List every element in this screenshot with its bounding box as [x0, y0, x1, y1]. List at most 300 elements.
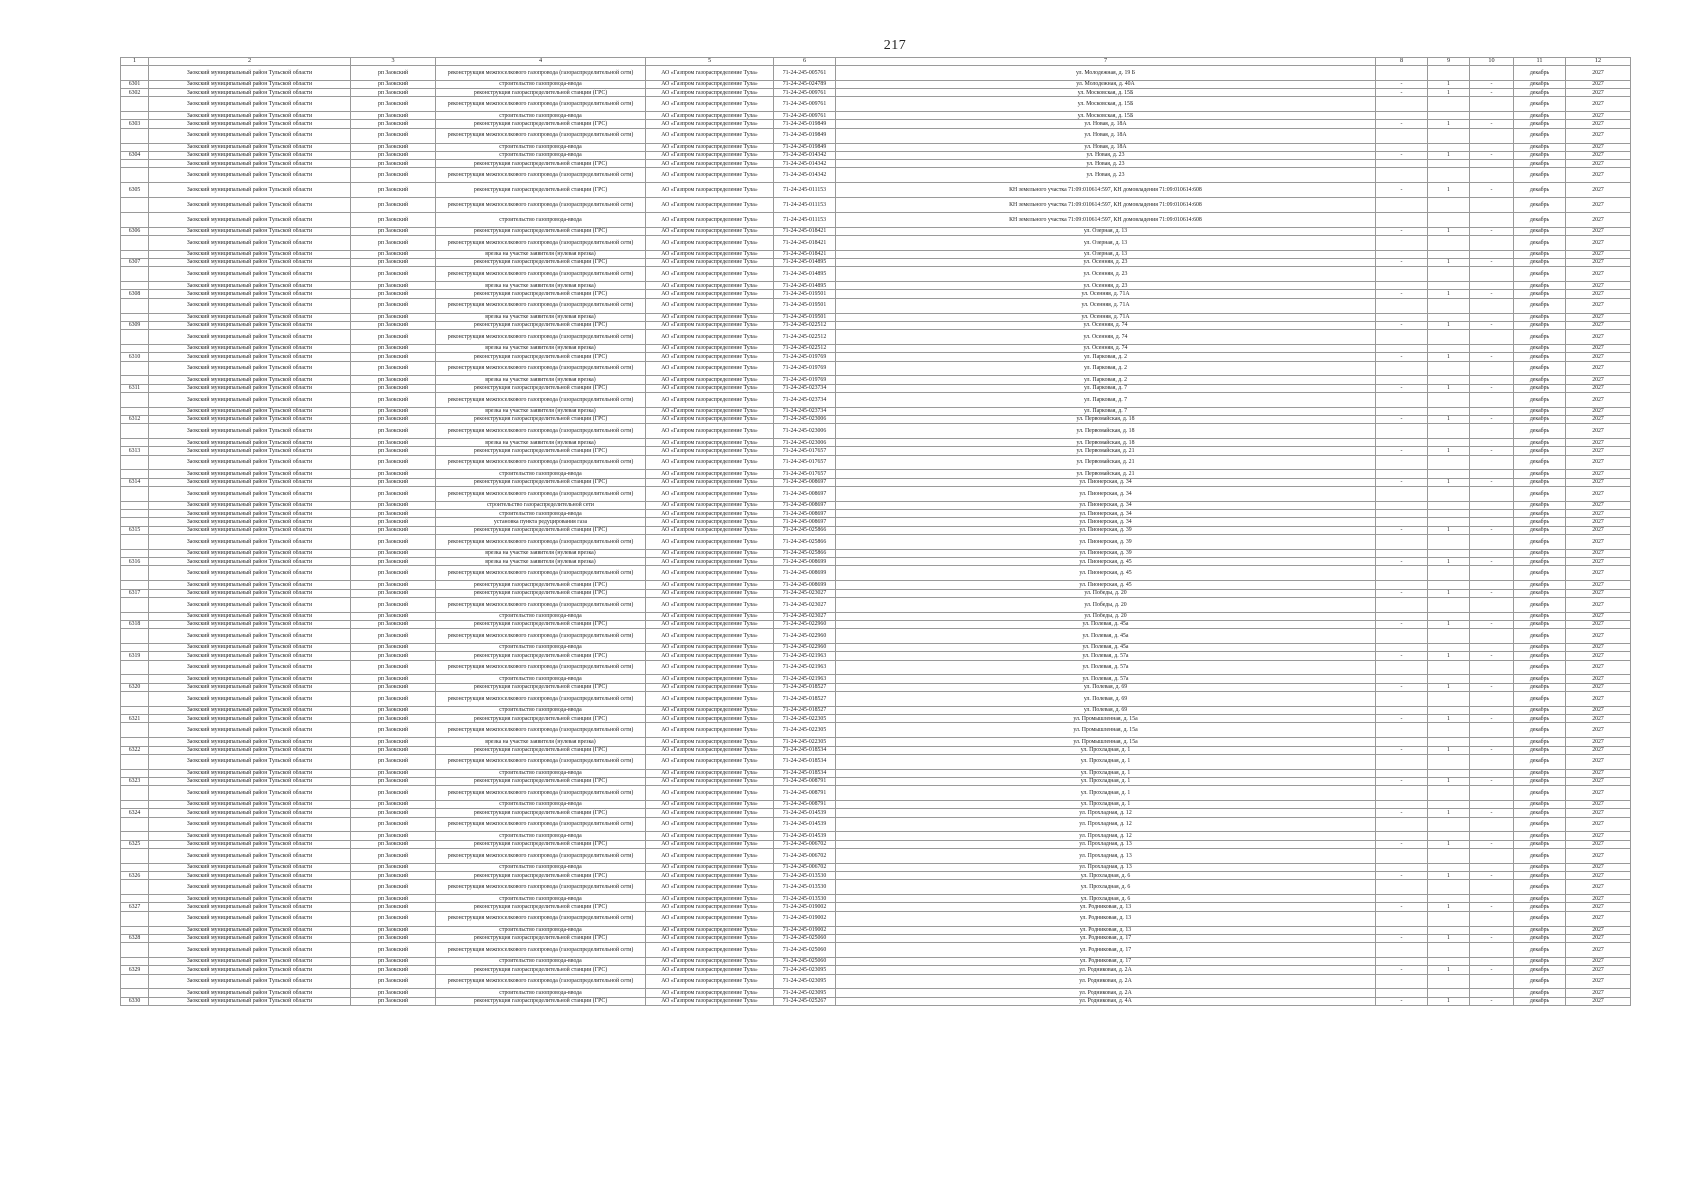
column-9-cell: [1428, 754, 1470, 769]
year-cell: 2027: [1566, 558, 1631, 566]
settlement-cell: рп Заокский: [351, 754, 436, 769]
code-cell: 71-24-245-025267: [774, 997, 836, 1005]
organization-cell: АО «Газпром газораспределение Тула»: [646, 198, 774, 213]
column-9-cell: 1: [1428, 227, 1470, 235]
code-cell: 71-24-245-019501: [774, 298, 836, 313]
column-9-cell: [1428, 160, 1470, 168]
table-row: [121, 706, 1631, 714]
settlement-cell: рп Заокский: [351, 943, 436, 958]
month-cell: декабрь: [1514, 353, 1566, 361]
column-8-cell: [1376, 535, 1428, 550]
column-8-cell: [1376, 848, 1428, 863]
column-10-cell: -: [1470, 872, 1514, 880]
settlement-cell: рп Заокский: [351, 880, 436, 895]
organization-cell: АО «Газпром газораспределение Тула»: [646, 863, 774, 871]
organization-cell: АО «Газпром газораспределение Тула»: [646, 911, 774, 926]
address-cell: ул. Родниковая, д. 17: [836, 943, 1376, 958]
column-8-cell: -: [1376, 120, 1428, 128]
address-cell: ул. Прохладная, д. 6: [836, 895, 1376, 903]
settlement-cell: рп Заокский: [351, 769, 436, 777]
year-cell: 2027: [1566, 478, 1631, 486]
work-type-cell: врезка на участке заявителя (нулевая врезка): [436, 282, 646, 290]
organization-cell: АО «Газпром газораспределение Тула»: [646, 128, 774, 143]
code-cell: 71-24-245-019849: [774, 143, 836, 151]
month-cell: декабрь: [1514, 128, 1566, 143]
settlement-cell: рп Заокский: [351, 227, 436, 235]
table-row: [121, 800, 1631, 808]
address-cell: ул. Победы, д. 20: [836, 612, 1376, 620]
table-body: [121, 66, 1631, 1006]
column-10-cell: -: [1470, 120, 1514, 128]
row-number-cell: 6316: [121, 558, 149, 566]
column-9-cell: [1428, 487, 1470, 502]
address-cell: ул. Первомайская, д. 21: [836, 470, 1376, 478]
month-cell: декабрь: [1514, 470, 1566, 478]
organization-cell: АО «Газпром газораспределение Тула»: [646, 943, 774, 958]
address-cell: ул. Новая, д. 23: [836, 168, 1376, 183]
settlement-cell: рп Заокский: [351, 800, 436, 808]
code-cell: 71-24-245-008697: [774, 501, 836, 509]
column-10-cell: [1470, 143, 1514, 151]
month-cell: декабрь: [1514, 518, 1566, 526]
col-header-4: 4: [436, 58, 646, 66]
district-cell: Заокский муниципальный район Тульской области: [149, 313, 351, 321]
column-8-cell: [1376, 160, 1428, 168]
column-8-cell: [1376, 738, 1428, 746]
year-cell: 2027: [1566, 455, 1631, 470]
district-cell: Заокский муниципальный район Тульской области: [149, 715, 351, 723]
district-cell: Заокский муниципальный район Тульской области: [149, 723, 351, 738]
settlement-cell: рп Заокский: [351, 353, 436, 361]
address-cell: ул. Полевая, д. 45а: [836, 629, 1376, 644]
month-cell: декабрь: [1514, 168, 1566, 183]
address-cell: ул. Пионерская, д. 34: [836, 487, 1376, 502]
district-cell: Заокский муниципальный район Тульской области: [149, 97, 351, 112]
month-cell: декабрь: [1514, 683, 1566, 691]
year-cell: 2027: [1566, 675, 1631, 683]
month-cell: декабрь: [1514, 840, 1566, 848]
month-cell: декабрь: [1514, 407, 1566, 415]
column-10-cell: -: [1470, 620, 1514, 628]
column-8-cell: [1376, 282, 1428, 290]
organization-cell: АО «Газпром газораспределение Тула»: [646, 817, 774, 832]
table-row: [121, 66, 1631, 81]
district-cell: Заокский муниципальный район Тульской области: [149, 943, 351, 958]
address-cell: ул. Прохладная, д. 12: [836, 832, 1376, 840]
col-header-2: 2: [149, 58, 351, 66]
column-10-cell: [1470, 344, 1514, 352]
code-cell: 71-24-245-014539: [774, 809, 836, 817]
column-9-cell: [1428, 470, 1470, 478]
district-cell: Заокский муниципальный район Тульской области: [149, 612, 351, 620]
column-9-cell: [1428, 644, 1470, 652]
year-cell: 2027: [1566, 344, 1631, 352]
row-number-cell: [121, 298, 149, 313]
column-9-cell: 1: [1428, 589, 1470, 597]
work-type-cell: реконструкция межпоселкового газопровода (газораспределительной сети): [436, 298, 646, 313]
year-cell: 2027: [1566, 644, 1631, 652]
settlement-cell: рп Заокский: [351, 612, 436, 620]
address-cell: ул. Прохладная, д. 6: [836, 880, 1376, 895]
work-type-cell: реконструкция газораспределительной станции (ГРС): [436, 183, 646, 198]
column-8-cell: [1376, 911, 1428, 926]
column-9-cell: [1428, 863, 1470, 871]
settlement-cell: рп Заокский: [351, 455, 436, 470]
row-number-cell: 6313: [121, 447, 149, 455]
district-cell: Заокский муниципальный район Тульской области: [149, 966, 351, 974]
month-cell: декабрь: [1514, 89, 1566, 97]
address-cell: ул. Полевая, д. 45а: [836, 644, 1376, 652]
organization-cell: АО «Газпром газораспределение Тула»: [646, 558, 774, 566]
column-9-cell: 1: [1428, 558, 1470, 566]
row-number-cell: [121, 800, 149, 808]
column-10-cell: [1470, 439, 1514, 447]
address-cell: ул. Первомайская, д. 18: [836, 424, 1376, 439]
address-cell: ул. Осенняя, д. 23: [836, 282, 1376, 290]
work-type-cell: реконструкция газораспределительной станции (ГРС): [436, 934, 646, 942]
table-row: [121, 549, 1631, 557]
column-10-cell: [1470, 407, 1514, 415]
table-row: [121, 97, 1631, 112]
code-cell: 71-24-245-008697: [774, 518, 836, 526]
work-type-cell: реконструкция межпоселкового газопровода (газораспределительной сети): [436, 267, 646, 282]
column-8-cell: [1376, 487, 1428, 502]
row-number-cell: 6308: [121, 290, 149, 298]
code-cell: 71-24-245-008699: [774, 566, 836, 581]
col-header-7: 7: [836, 58, 1376, 66]
work-type-cell: реконструкция газораспределительной станции (ГРС): [436, 589, 646, 597]
table-row: [121, 558, 1631, 566]
year-cell: 2027: [1566, 589, 1631, 597]
month-cell: декабрь: [1514, 863, 1566, 871]
settlement-cell: рп Заокский: [351, 589, 436, 597]
col-header-8: 8: [1376, 58, 1428, 66]
year-cell: 2027: [1566, 212, 1631, 227]
row-number-cell: [121, 786, 149, 801]
district-cell: Заокский муниципальный район Тульской области: [149, 212, 351, 227]
code-cell: 71-24-245-009761: [774, 89, 836, 97]
column-8-cell: -: [1376, 384, 1428, 392]
page-number: 217: [883, 38, 907, 53]
organization-cell: АО «Газпром газораспределение Тула»: [646, 470, 774, 478]
month-cell: декабрь: [1514, 957, 1566, 965]
year-cell: 2027: [1566, 66, 1631, 81]
address-cell: ул. Осенняя, д. 71А: [836, 298, 1376, 313]
address-cell: ул. Полевая, д. 69: [836, 692, 1376, 707]
column-8-cell: -: [1376, 872, 1428, 880]
district-cell: Заокский муниципальный район Тульской области: [149, 250, 351, 258]
table-row: [121, 455, 1631, 470]
column-9-cell: 1: [1428, 259, 1470, 267]
column-8-cell: -: [1376, 321, 1428, 329]
row-number-cell: [121, 376, 149, 384]
work-type-cell: строительство газопровода-ввода: [436, 989, 646, 997]
column-9-cell: [1428, 629, 1470, 644]
col-header-11: 11: [1514, 58, 1566, 66]
year-cell: 2027: [1566, 89, 1631, 97]
district-cell: Заокский муниципальный район Тульской области: [149, 769, 351, 777]
table-row: [121, 282, 1631, 290]
column-8-cell: [1376, 424, 1428, 439]
code-cell: 71-24-245-009761: [774, 112, 836, 120]
row-number-cell: [121, 97, 149, 112]
settlement-cell: рп Заокский: [351, 518, 436, 526]
column-8-cell: [1376, 549, 1428, 557]
column-8-cell: -: [1376, 151, 1428, 159]
organization-cell: АО «Газпром газораспределение Тула»: [646, 754, 774, 769]
table-row: [121, 168, 1631, 183]
address-cell: ул. Победы, д. 20: [836, 597, 1376, 612]
address-cell: ул. Парковая, д. 7: [836, 384, 1376, 392]
table-row: [121, 612, 1631, 620]
year-cell: 2027: [1566, 769, 1631, 777]
address-cell: ул. Прохладная, д. 12: [836, 817, 1376, 832]
code-cell: 71-24-245-018534: [774, 746, 836, 754]
district-cell: Заокский муниципальный район Тульской области: [149, 160, 351, 168]
month-cell: декабрь: [1514, 738, 1566, 746]
column-8-cell: [1376, 376, 1428, 384]
settlement-cell: рп Заокский: [351, 282, 436, 290]
district-cell: Заокский муниципальный район Тульской области: [149, 926, 351, 934]
table-row: [121, 128, 1631, 143]
table-row: [121, 840, 1631, 848]
organization-cell: АО «Газпром газораспределение Тула»: [646, 235, 774, 250]
address-cell: ул. Осенняя, д. 23: [836, 267, 1376, 282]
address-cell: ул. Озерная, д. 13: [836, 235, 1376, 250]
code-cell: 71-24-245-018527: [774, 706, 836, 714]
address-cell: ул. Прохладная, д. 1: [836, 777, 1376, 785]
district-cell: Заокский муниципальный район Тульской области: [149, 817, 351, 832]
month-cell: декабрь: [1514, 943, 1566, 958]
code-cell: 71-24-245-017657: [774, 455, 836, 470]
settlement-cell: рп Заокский: [351, 439, 436, 447]
column-9-cell: [1428, 376, 1470, 384]
table-row: [121, 629, 1631, 644]
settlement-cell: рп Заокский: [351, 407, 436, 415]
work-type-cell: реконструкция межпоселкового газопровода (газораспределительной сети): [436, 424, 646, 439]
settlement-cell: рп Заокский: [351, 120, 436, 128]
settlement-cell: рп Заокский: [351, 416, 436, 424]
column-8-cell: [1376, 629, 1428, 644]
column-8-cell: -: [1376, 966, 1428, 974]
year-cell: 2027: [1566, 895, 1631, 903]
district-cell: Заокский муниципальный район Тульской области: [149, 549, 351, 557]
column-8-cell: [1376, 926, 1428, 934]
district-cell: Заокский муниципальный район Тульской области: [149, 455, 351, 470]
column-9-cell: 1: [1428, 777, 1470, 785]
column-9-cell: [1428, 723, 1470, 738]
year-cell: 2027: [1566, 706, 1631, 714]
column-9-cell: 1: [1428, 183, 1470, 198]
col-header-5: 5: [646, 58, 774, 66]
column-10-cell: -: [1470, 447, 1514, 455]
code-cell: 71-24-245-011153: [774, 212, 836, 227]
month-cell: декабрь: [1514, 267, 1566, 282]
year-cell: 2027: [1566, 198, 1631, 213]
code-cell: 71-24-245-019002: [774, 911, 836, 926]
row-number-cell: [121, 706, 149, 714]
settlement-cell: рп Заокский: [351, 934, 436, 942]
year-cell: 2027: [1566, 926, 1631, 934]
code-cell: 71-24-245-025060: [774, 934, 836, 942]
district-cell: Заокский муниципальный район Тульской области: [149, 80, 351, 88]
year-cell: 2027: [1566, 330, 1631, 345]
year-cell: 2027: [1566, 943, 1631, 958]
year-cell: 2027: [1566, 848, 1631, 863]
row-number-cell: [121, 160, 149, 168]
row-number-cell: [121, 769, 149, 777]
column-10-cell: [1470, 612, 1514, 620]
table-row: [121, 997, 1631, 1005]
month-cell: декабрь: [1514, 558, 1566, 566]
year-cell: 2027: [1566, 966, 1631, 974]
organization-cell: АО «Газпром газораспределение Тула»: [646, 416, 774, 424]
month-cell: декабрь: [1514, 769, 1566, 777]
row-number-cell: [121, 832, 149, 840]
column-10-cell: [1470, 455, 1514, 470]
column-10-cell: [1470, 706, 1514, 714]
organization-cell: АО «Газпром газораспределение Тула»: [646, 800, 774, 808]
column-9-cell: 1: [1428, 872, 1470, 880]
column-8-cell: [1376, 895, 1428, 903]
settlement-cell: рп Заокский: [351, 620, 436, 628]
row-number-cell: [121, 212, 149, 227]
address-cell: ул. Московская, д. 15Б: [836, 112, 1376, 120]
district-cell: Заокский муниципальный район Тульской области: [149, 957, 351, 965]
work-type-cell: строительство газопровода-ввода: [436, 80, 646, 88]
work-type-cell: реконструкция газораспределительной станции (ГРС): [436, 447, 646, 455]
column-8-cell: [1376, 832, 1428, 840]
code-cell: 71-24-245-025060: [774, 957, 836, 965]
code-cell: 71-24-245-014895: [774, 259, 836, 267]
settlement-cell: рп Заокский: [351, 660, 436, 675]
organization-cell: АО «Газпром газораспределение Тула»: [646, 330, 774, 345]
district-cell: Заокский муниципальный район Тульской области: [149, 629, 351, 644]
month-cell: декабрь: [1514, 376, 1566, 384]
organization-cell: АО «Газпром газораспределение Тула»: [646, 259, 774, 267]
settlement-cell: рп Заокский: [351, 97, 436, 112]
row-number-cell: [121, 692, 149, 707]
work-type-cell: реконструкция межпоселкового газопровода (газораспределительной сети): [436, 974, 646, 989]
table-row: [121, 344, 1631, 352]
organization-cell: АО «Газпром газораспределение Тула»: [646, 683, 774, 691]
table-row: [121, 872, 1631, 880]
year-cell: 2027: [1566, 235, 1631, 250]
column-10-cell: [1470, 738, 1514, 746]
code-cell: 71-24-245-022512: [774, 344, 836, 352]
row-number-cell: [121, 470, 149, 478]
row-number-cell: [121, 581, 149, 589]
table-row: [121, 848, 1631, 863]
address-cell: ул. Прохладная, д. 1: [836, 746, 1376, 754]
district-cell: Заокский муниципальный район Тульской области: [149, 151, 351, 159]
settlement-cell: рп Заокский: [351, 510, 436, 518]
work-type-cell: реконструкция межпоселкового газопровода (газораспределительной сети): [436, 660, 646, 675]
column-10-cell: [1470, 769, 1514, 777]
column-9-cell: [1428, 168, 1470, 183]
code-cell: 71-24-245-006702: [774, 863, 836, 871]
column-9-cell: [1428, 510, 1470, 518]
district-cell: Заокский муниципальный район Тульской области: [149, 989, 351, 997]
district-cell: Заокский муниципальный район Тульской области: [149, 487, 351, 502]
column-9-cell: 1: [1428, 683, 1470, 691]
organization-cell: АО «Газпром газораспределение Тула»: [646, 384, 774, 392]
row-number-cell: 6320: [121, 683, 149, 691]
col-header-6: 6: [774, 58, 836, 66]
settlement-cell: рп Заокский: [351, 501, 436, 509]
work-type-cell: реконструкция межпоселкового газопровода (газораспределительной сети): [436, 128, 646, 143]
column-10-cell: [1470, 863, 1514, 871]
settlement-cell: рп Заокский: [351, 478, 436, 486]
organization-cell: АО «Газпром газораспределение Тула»: [646, 934, 774, 942]
district-cell: Заокский муниципальный район Тульской области: [149, 597, 351, 612]
column-8-cell: -: [1376, 183, 1428, 198]
column-10-cell: [1470, 880, 1514, 895]
organization-cell: АО «Газпром газораспределение Тула»: [646, 786, 774, 801]
year-cell: 2027: [1566, 566, 1631, 581]
organization-cell: АО «Газпром газораспределение Тула»: [646, 974, 774, 989]
organization-cell: АО «Газпром газораспределение Тула»: [646, 120, 774, 128]
district-cell: Заокский муниципальный район Тульской области: [149, 447, 351, 455]
column-9-cell: [1428, 424, 1470, 439]
month-cell: декабрь: [1514, 974, 1566, 989]
table-row: [121, 526, 1631, 534]
month-cell: декабрь: [1514, 501, 1566, 509]
year-cell: 2027: [1566, 80, 1631, 88]
work-type-cell: реконструкция межпоселкового газопровода (газораспределительной сети): [436, 723, 646, 738]
district-cell: Заокский муниципальный район Тульской области: [149, 880, 351, 895]
year-cell: 2027: [1566, 407, 1631, 415]
table-row: [121, 183, 1631, 198]
month-cell: декабрь: [1514, 259, 1566, 267]
settlement-cell: рп Заокский: [351, 89, 436, 97]
address-cell: ул. Родниковая, д. 17: [836, 957, 1376, 965]
organization-cell: АО «Газпром газораспределение Тула»: [646, 313, 774, 321]
work-type-cell: реконструкция газораспределительной станции (ГРС): [436, 384, 646, 392]
code-cell: 71-24-245-022305: [774, 723, 836, 738]
settlement-cell: рп Заокский: [351, 644, 436, 652]
settlement-cell: рп Заокский: [351, 376, 436, 384]
month-cell: декабрь: [1514, 298, 1566, 313]
month-cell: декабрь: [1514, 330, 1566, 345]
column-9-cell: [1428, 112, 1470, 120]
row-number-cell: [121, 510, 149, 518]
settlement-cell: рп Заокский: [351, 321, 436, 329]
organization-cell: АО «Газпром газораспределение Тула»: [646, 620, 774, 628]
code-cell: 71-24-245-023734: [774, 384, 836, 392]
column-8-cell: -: [1376, 777, 1428, 785]
organization-cell: АО «Газпром газораспределение Тула»: [646, 510, 774, 518]
organization-cell: АО «Газпром газораспределение Тула»: [646, 723, 774, 738]
column-10-cell: -: [1470, 966, 1514, 974]
address-cell: ул. Полевая, д. 57а: [836, 652, 1376, 660]
work-type-cell: реконструкция межпоселкового газопровода (газораспределительной сети): [436, 535, 646, 550]
address-cell: ул. Пионерская, д. 34: [836, 518, 1376, 526]
table-row: [121, 746, 1631, 754]
address-cell: ул. Родниковая, д. 2А: [836, 989, 1376, 997]
month-cell: декабрь: [1514, 706, 1566, 714]
table-row: [121, 510, 1631, 518]
year-cell: 2027: [1566, 120, 1631, 128]
month-cell: декабрь: [1514, 966, 1566, 974]
organization-cell: АО «Газпром газораспределение Тула»: [646, 227, 774, 235]
settlement-cell: рп Заокский: [351, 715, 436, 723]
column-10-cell: [1470, 198, 1514, 213]
work-type-cell: реконструкция межпоселкового газопровода (газораспределительной сети): [436, 566, 646, 581]
month-cell: декабрь: [1514, 97, 1566, 112]
table-row: [121, 966, 1631, 974]
code-cell: 71-24-245-023027: [774, 589, 836, 597]
